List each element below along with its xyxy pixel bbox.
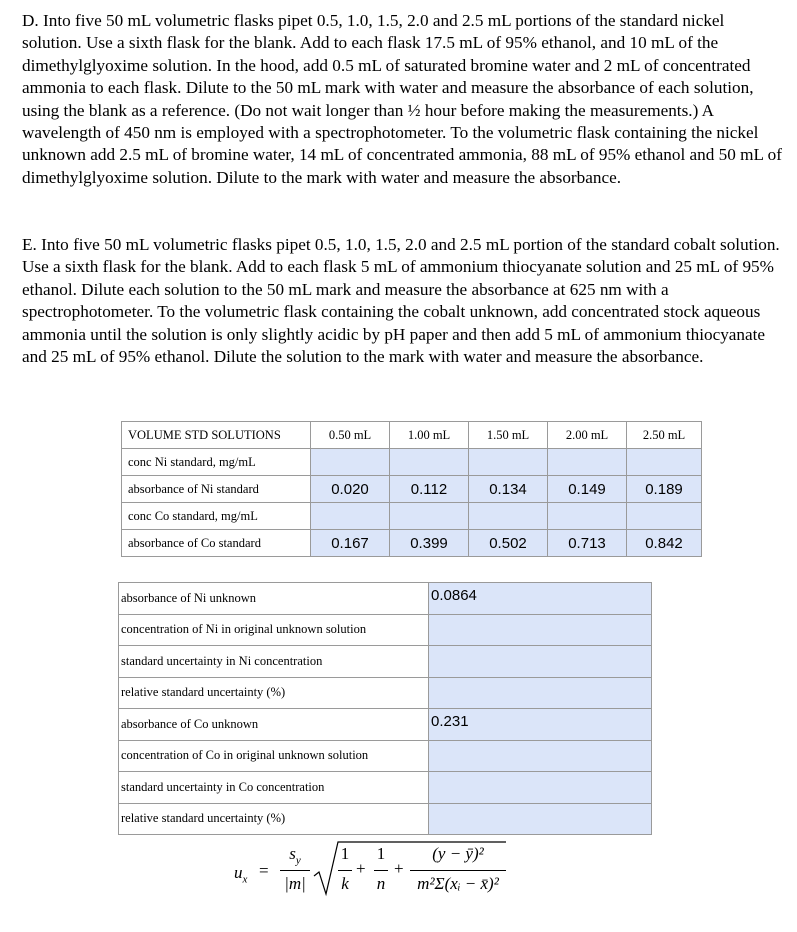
volume-header: 1.00 mL (390, 422, 469, 449)
formula-t1-bar (338, 870, 352, 871)
conc-co-cell[interactable] (311, 503, 390, 530)
formula-t3-den: m²Σ(xᵢ − x̄)² (417, 874, 499, 893)
volume-header: 1.50 mL (469, 422, 548, 449)
formula-t1-den: k (341, 874, 349, 893)
formula-frac1-bar (280, 870, 310, 871)
ni-unknown-absorbance-cell[interactable]: 0.0864 (429, 583, 652, 615)
formula-t3-num: (y − ȳ)² (432, 844, 484, 863)
abs-co-cell[interactable]: 0.167 (311, 530, 390, 557)
row-label: standard uncertainty in Co concentration (119, 772, 429, 804)
abs-ni-cell[interactable]: 0.112 (390, 476, 469, 503)
conc-co-cell[interactable] (390, 503, 469, 530)
procedure-paragraph-e: E. Into five 50 mL volumetric flasks pipet 0.5, 1.0, 1.5, 2.0 and 2.5 mL portion of the standard cobalt solution. Use a sixth flask for the blank. Add to each flask 5 mL of ammonium thiocyanate solution and 25 mL of 95% ethanol. Dilute each solution to the 50 mL mark and measure the absorbance at 625 nm with a spectrophotometer. To the volumetric flask containing the cobalt unknown, add concentrated stock aqueous ammonia until the solution is only slightly acidic by pH paper and then add 5 mL of ammonium thiocyanate and 25 mL of 95% ethanol. Dilute the solution to the mark with water and measure the absorbance. (22, 235, 780, 367)
formula-equals: = (259, 861, 269, 880)
formula-frac1-den: |m| (284, 874, 306, 893)
table-row (119, 646, 652, 678)
table-header-row (122, 422, 702, 449)
abs-ni-cell[interactable]: 0.149 (548, 476, 627, 503)
table-row (119, 772, 652, 804)
formula-sy-symbol: s (289, 844, 296, 863)
table-row (119, 709, 652, 741)
conc-ni-cell[interactable] (548, 449, 627, 476)
abs-co-cell[interactable]: 0.399 (390, 530, 469, 557)
formula-t3-bar (410, 870, 506, 871)
table-row (122, 503, 702, 530)
conc-co-cell[interactable] (469, 503, 548, 530)
conc-co-cell[interactable] (548, 503, 627, 530)
table-row (122, 449, 702, 476)
abs-ni-cell[interactable]: 0.020 (311, 476, 390, 503)
unknown-results-table (118, 582, 652, 835)
ni-uncertainty-cell[interactable] (429, 646, 652, 678)
formula-sy-sub: y (295, 854, 301, 867)
row-label: absorbance of Ni unknown (119, 583, 429, 615)
co-uncertainty-cell[interactable] (429, 772, 652, 804)
abs-ni-cell[interactable]: 0.189 (627, 476, 702, 503)
row-label: conc Co standard, mg/mL (122, 503, 311, 530)
row-label: absorbance of Co standard (122, 530, 311, 557)
conc-ni-cell[interactable] (627, 449, 702, 476)
row-label: absorbance of Co unknown (119, 709, 429, 741)
conc-ni-cell[interactable] (390, 449, 469, 476)
table-row (119, 583, 652, 615)
formula-t2-bar (374, 870, 388, 871)
formula-frac1-num (280, 844, 310, 866)
table-row (122, 476, 702, 503)
table-row (119, 740, 652, 772)
volume-header: 2.00 mL (548, 422, 627, 449)
formula-plus-1: + (356, 859, 366, 878)
row-label: concentration of Co in original unknown solution (119, 740, 429, 772)
row-label: relative standard uncertainty (%) (119, 677, 429, 709)
row-label: conc Ni standard, mg/mL (122, 449, 311, 476)
ni-concentration-cell[interactable] (429, 614, 652, 646)
table-row (119, 677, 652, 709)
conc-co-cell[interactable] (627, 503, 702, 530)
formula-lhs-sub: x (242, 873, 248, 886)
abs-ni-cell[interactable]: 0.134 (469, 476, 548, 503)
ni-relative-uncertainty-cell[interactable] (429, 677, 652, 709)
abs-co-cell[interactable]: 0.713 (548, 530, 627, 557)
formula-t1-num: 1 (340, 844, 350, 863)
table-row (119, 614, 652, 646)
formula-t2-den: n (376, 874, 386, 893)
row-label: relative standard uncertainty (%) (119, 803, 429, 835)
table-row (119, 803, 652, 835)
abs-co-cell[interactable]: 0.502 (469, 530, 548, 557)
formula-t2-num: 1 (376, 844, 386, 863)
co-relative-uncertainty-cell[interactable] (429, 803, 652, 835)
abs-co-cell[interactable]: 0.842 (627, 530, 702, 557)
conc-ni-cell[interactable] (469, 449, 548, 476)
procedure-paragraph-d: D. Into five 50 mL volumetric flasks pipet 0.5, 1.0, 1.5, 2.0 and 2.5 mL portions of the standard nickel solution. Use a sixth flask for the blank. Add to each flask 17.5 mL of 95% ethanol, and 10 mL of the dimethylglyoxime solution. In the hood, add 0.5 mL of saturated bromine water and 2 mL of concentrated ammonia to each flask. Dilute to the 50 mL mark with water and measure the absorbance of each solution, using the blank as a reference. (Do not wait longer than ½ hour before making the measurements.) A wavelength of 450 nm is employed with a spectrophotometer. To the volumetric flask containing the nickel unknown add 2.5 mL of bromine water, 14 mL of concentrated ammonia, 88 mL of 95% ethanol and 50 mL of dimethylglyoxime solution. Dilute to the mark with water and measure the absorbance. (22, 11, 782, 187)
standards-table (121, 421, 702, 557)
formula-lhs-symbol: u (234, 863, 243, 882)
formula-plus-2: + (394, 859, 404, 878)
table-row (122, 530, 702, 557)
volume-header: 0.50 mL (311, 422, 390, 449)
co-unknown-absorbance-cell[interactable]: 0.231 (429, 709, 652, 741)
row-label: absorbance of Ni standard (122, 476, 311, 503)
header-label: VOLUME STD SOLUTIONS (122, 422, 311, 449)
volume-header: 2.50 mL (627, 422, 702, 449)
row-label: concentration of Ni in original unknown solution (119, 614, 429, 646)
row-label: standard uncertainty in Ni concentration (119, 646, 429, 678)
co-concentration-cell[interactable] (429, 740, 652, 772)
formula-lhs (234, 863, 247, 885)
conc-ni-cell[interactable] (311, 449, 390, 476)
